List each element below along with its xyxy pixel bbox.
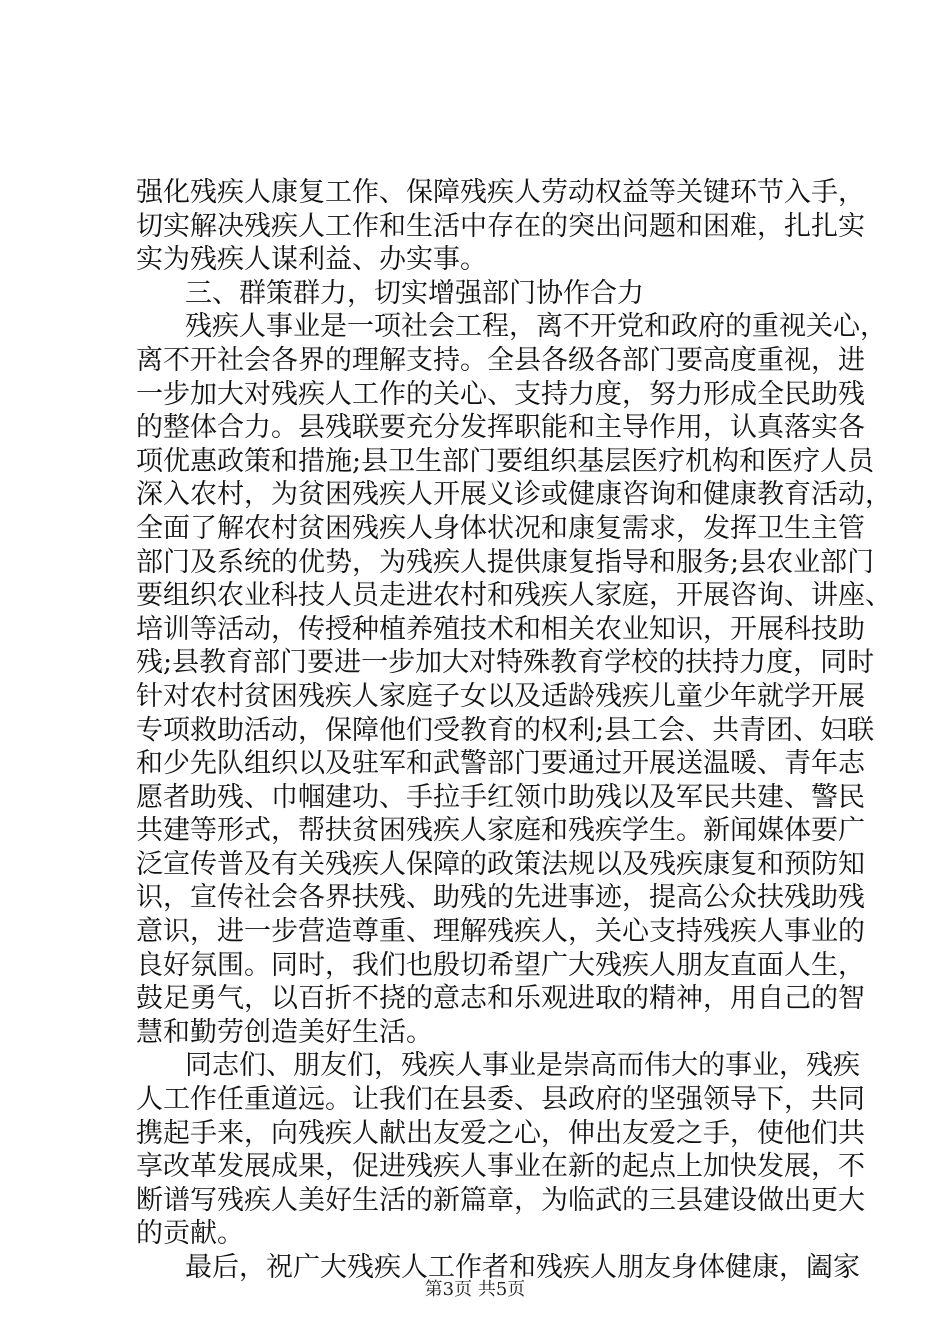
text-line: 同志们、朋友们，残疾人事业是崇高而伟大的事业，残疾	[185, 1050, 860, 1082]
body-text	[136, 176, 892, 1285]
text-line: 一步加大对残疾人工作的关心、支持力度，努力形成全民助残	[136, 378, 865, 410]
text-line: 断谱写残疾人美好生活的新篇章，为临武的三县建设做出更大	[136, 1184, 865, 1216]
text-line: 强化残疾人康复工作、保障残疾人劳动权益等关键环节入手，	[136, 177, 865, 208]
text-line: 识，宣传社会各界扶残、助残的先进事迹，提高公众扶残助残	[136, 882, 865, 914]
text-line: 离不开社会各界的理解支持。全县各级各部门要高度重视，进	[136, 344, 865, 376]
text-line: 切实解决残疾人工作和生活中存在的突出问题和困难，扎扎实	[136, 210, 865, 242]
text-line: 泛宣传普及有关残疾人保障的政策法规以及残疾康复和预防知	[136, 848, 865, 880]
text-line: 的贡献。	[136, 1218, 244, 1250]
text-line: 三、群策群力，切实增强部门协作合力	[185, 277, 644, 309]
text-line: 残;县教育部门要进一步加大对特殊教育学校的扶持力度，同时	[136, 647, 875, 679]
text-line: 意识，进一步营造尊重、理解残疾人，关心支持残疾人事业的	[136, 916, 865, 948]
text-line: 针对农村贫困残疾人家庭子女以及适龄残疾儿童少年就学开展	[136, 680, 865, 712]
text-line: 要组织农业科技人员走进农村和残疾人家庭，开展咨询、讲座、	[136, 580, 892, 612]
text-line: 享改革发展成果，促进残疾人事业在新的起点上加快发展，不	[136, 1151, 865, 1183]
text-line: 愿者助残、巾帼建功、手拉手红领巾助残以及军民共建、警民	[136, 781, 865, 813]
text-line: 的整体合力。县残联要充分发挥职能和主导作用，认真落实各	[136, 412, 865, 444]
text-line: 培训等活动，传授种植养殖技术和相关农业知识，开展科技助	[136, 613, 865, 645]
text-line: 共建等形式，帮扶贫困残疾人家庭和残疾学生。新闻媒体要广	[136, 815, 865, 847]
text-line: 携起手来，向残疾人献出友爱之心，伸出友爱之手，使他们共	[136, 1117, 865, 1149]
page-number-footer: 第3页 共5页	[424, 1279, 526, 1300]
text-line: 实为残疾人谋利益、办实事。	[136, 244, 487, 276]
text-line: 全面了解农村贫困残疾人身体状况和康复需求，发挥卫生主管	[136, 512, 865, 544]
text-line: 最后，祝广大残疾人工作者和残疾人朋友身体健康，阖家	[185, 1252, 860, 1283]
text-line: 和少先队组织以及驻军和武警部门要通过开展送温暖、青年志	[136, 748, 865, 780]
text-line: 良好氛围。同时，我们也殷切希望广大残疾人朋友直面人生，	[136, 949, 865, 981]
text-line: 人工作任重道远。让我们在县委、县政府的坚强领导下，共同	[136, 1084, 865, 1116]
text-line: 深入农村，为贫困残疾人开展义诊或健康咨询和健康教育活动，	[136, 479, 892, 511]
text-line: 项优惠政策和措施;县卫生部门要组织基层医疗机构和医疗人员	[136, 445, 875, 477]
text-line: 鼓足勇气，以百折不挠的意志和乐观进取的精神，用自己的智	[136, 983, 865, 1015]
text-line: 残疾人事业是一项社会工程，离不开党和政府的重视关心，	[185, 311, 887, 343]
text-line: 慧和勤劳创造美好生活。	[136, 1016, 433, 1048]
text-line: 专项救助活动，保障他们受教育的权利;县工会、共青团、妇联	[136, 714, 875, 746]
text-line: 部门及系统的优势，为残疾人提供康复指导和服务;县农业部门	[136, 546, 875, 578]
